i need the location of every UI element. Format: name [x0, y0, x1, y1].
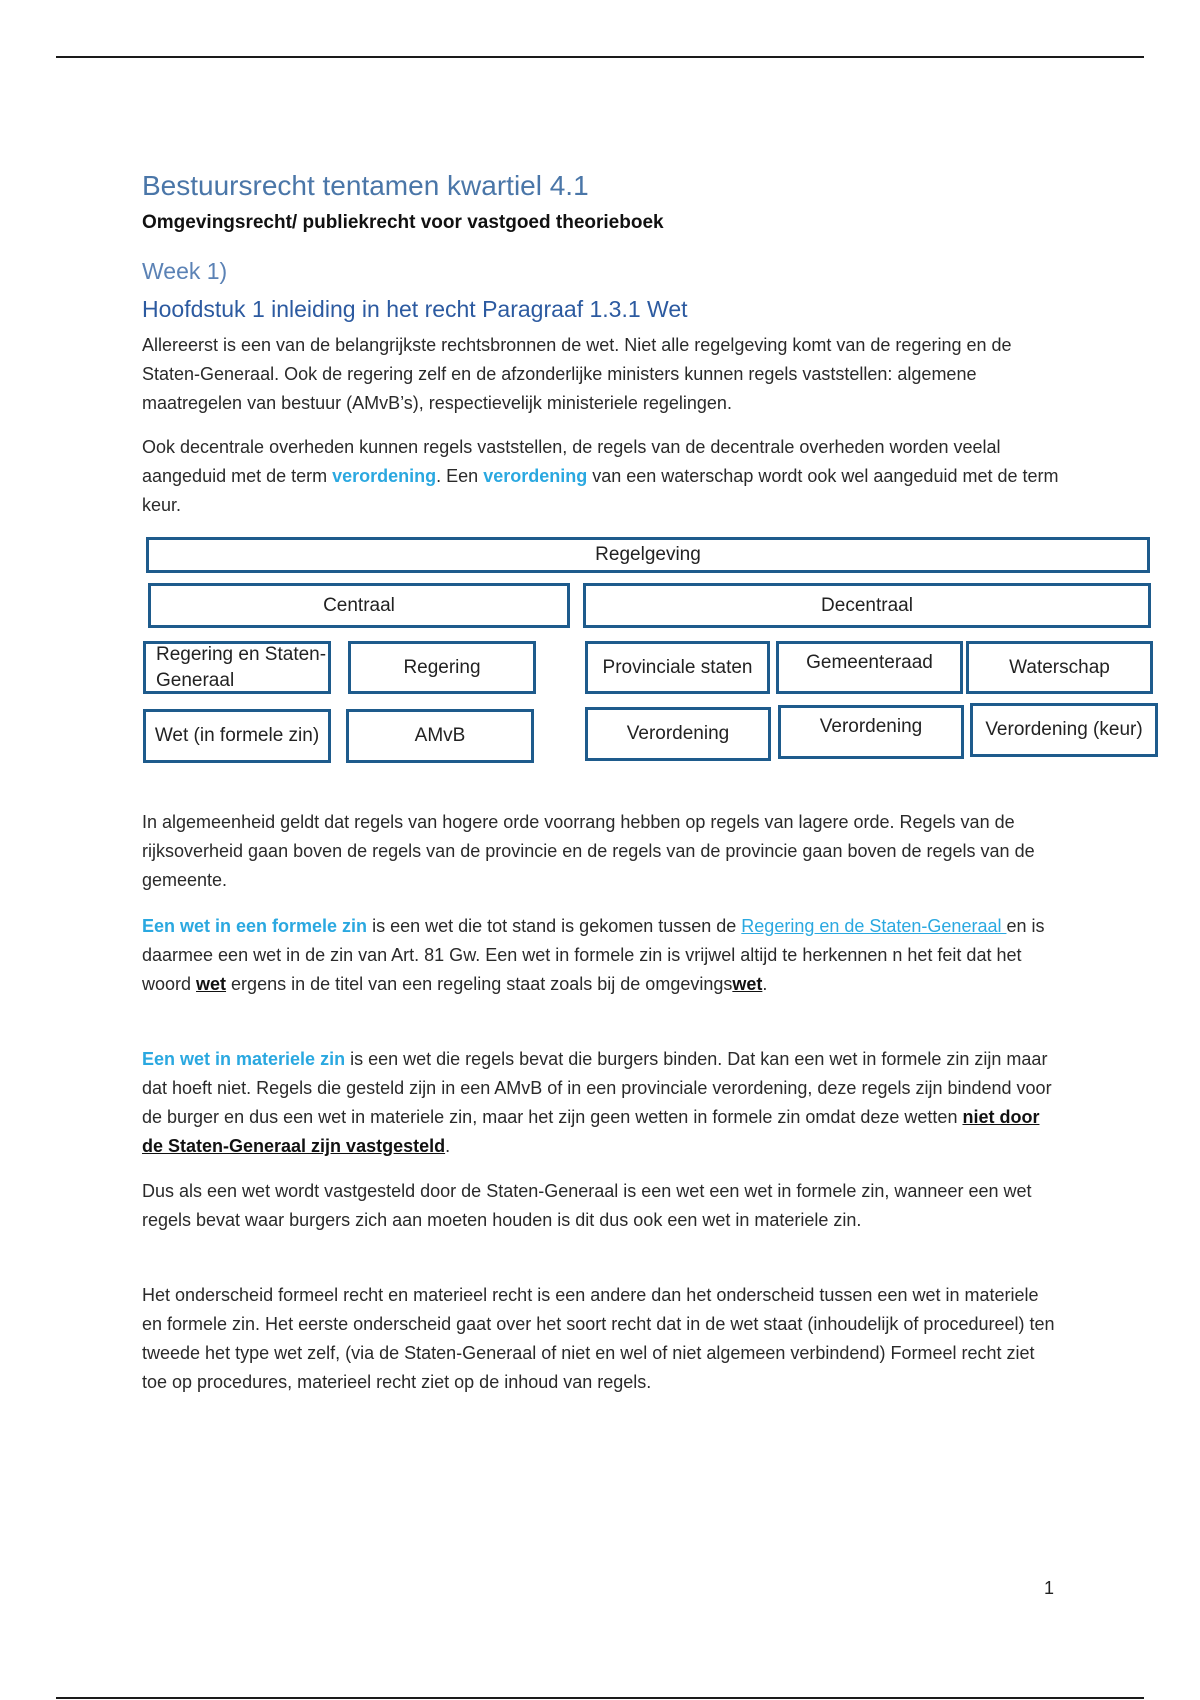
term-materiele-zin: Een wet in materiele zin — [142, 1049, 346, 1069]
paragraph-decentraal: Ook decentrale overheden kunnen regels vaststellen, de regels van de decentrale overheden worden veelal aangeduid met de term verordening. Een verordening van een waterschap wordt ook wel aangeduid met de term keur. — [142, 437, 1059, 515]
paragraph-hogere-orde: In algemeenheid geldt dat regels van hogere orde voorrang hebben op regels van lagere orde. Regels van de rijksoverheid gaan boven de regels van de provincie en de regels van de provincie gaan boven de regels van de gemeente. — [142, 812, 1035, 890]
term-formele-zin: Een wet in een formele zin — [142, 916, 368, 936]
bottom-rule — [56, 1697, 1144, 1699]
term-verordening: verordening — [332, 466, 437, 486]
box-verordening-gemeente: Verordening — [778, 705, 964, 759]
emphasis-wet: wet — [196, 974, 227, 994]
week-heading: Week 1) — [142, 258, 228, 284]
link-regering-staten-generaal[interactable]: Regering en de Staten-Generaal — [741, 916, 1007, 936]
paragraph-formeel-materieel-recht: Het onderscheid formeel recht en materieel recht is een andere dan het onderscheid tussen een wet in materiele en formele zin. Het eerste onderscheid gaat over het soort recht dat in de wet staat (inhoudelijk of procedureel) ten tweede het type wet zelf, (via de Staten-Generaal of niet en wel of niet algemeen verbindend) Formeel recht ziet toe op procedures, materieel recht ziet op de inhoud van regels. — [142, 1285, 1055, 1392]
box-gemeenteraad: Gemeenteraad — [776, 641, 963, 694]
box-regelgeving: Regelgeving — [146, 537, 1150, 573]
paragraph-intro: Allereerst is een van de belangrijkste rechtsbronnen de wet. Niet alle regelgeving komt van de regering en de Staten-Generaal. Ook de regering zelf en de afzonderlijke ministers kunnen regels vaststellen: algemene maatregelen van bestuur (AMvB’s), respectievelijk ministeriele regelingen. — [142, 335, 1012, 413]
box-regering: Regering — [348, 641, 536, 694]
box-verordening-keur: Verordening (keur) — [970, 703, 1158, 757]
term-verordening: verordening — [483, 466, 588, 486]
box-provinciale-staten: Provinciale staten — [585, 641, 770, 694]
box-amvb: AMvB — [346, 709, 534, 763]
chapter-heading: Hoofdstuk 1 inleiding in het recht Paragraaf 1.3.1 Wet — [142, 296, 688, 322]
page-number: 1 — [1044, 1578, 1055, 1598]
document-title: Bestuursrecht tentamen kwartiel 4.1 — [142, 170, 589, 201]
paragraph-formele-zin: Een wet in een formele zin is een wet die tot stand is gekomen tussen de Regering en de Staten-Generaal en is daarmee een wet in de zin van Art. 81 Gw. Een wet in formele zin is vrijwel altijd te herkennen n het feit dat het woord wet ergens in de titel van een regeling staat zoals bij de omgevingswet. — [142, 916, 1045, 994]
box-decentraal: Decentraal — [583, 583, 1151, 628]
paragraph-materiele-zin: Een wet in materiele zin is een wet die regels bevat die burgers binden. Dat kan een wet in formele zin zijn maar dat hoeft niet. Regels die gesteld zijn in een AMvB of in een provinciale verordening, deze regels zijn bindend voor de burger en dus een wet in materiele zin, maar het zijn geen wetten in formele zin omdat deze wetten niet door de Staten-Generaal zijn vastgesteld. — [142, 1049, 1052, 1156]
emphasis-niet-vastgesteld: niet door de Staten-Generaal zijn vastgesteld — [142, 1107, 1040, 1156]
box-wet-formele-zin: Wet (in formele zin) — [143, 709, 331, 763]
box-centraal: Centraal — [148, 583, 570, 628]
top-rule — [56, 56, 1144, 58]
box-verordening-provincie: Verordening — [585, 707, 771, 761]
paragraph-samenvatting: Dus als een wet wordt vastgesteld door de Staten-Generaal is een wet een wet in formele zin, wanneer een wet regels bevat waar burgers zich aan moeten houden is dit dus ook een wet in materiele zin. — [142, 1181, 1032, 1230]
document-subtitle: Omgevingsrecht/ publiekrecht voor vastgoed theorieboek — [142, 212, 664, 233]
box-regering-staten-generaal: Regering en Staten-Generaal — [143, 641, 331, 694]
box-waterschap: Waterschap — [966, 641, 1153, 694]
emphasis-wet: wet — [732, 974, 763, 994]
